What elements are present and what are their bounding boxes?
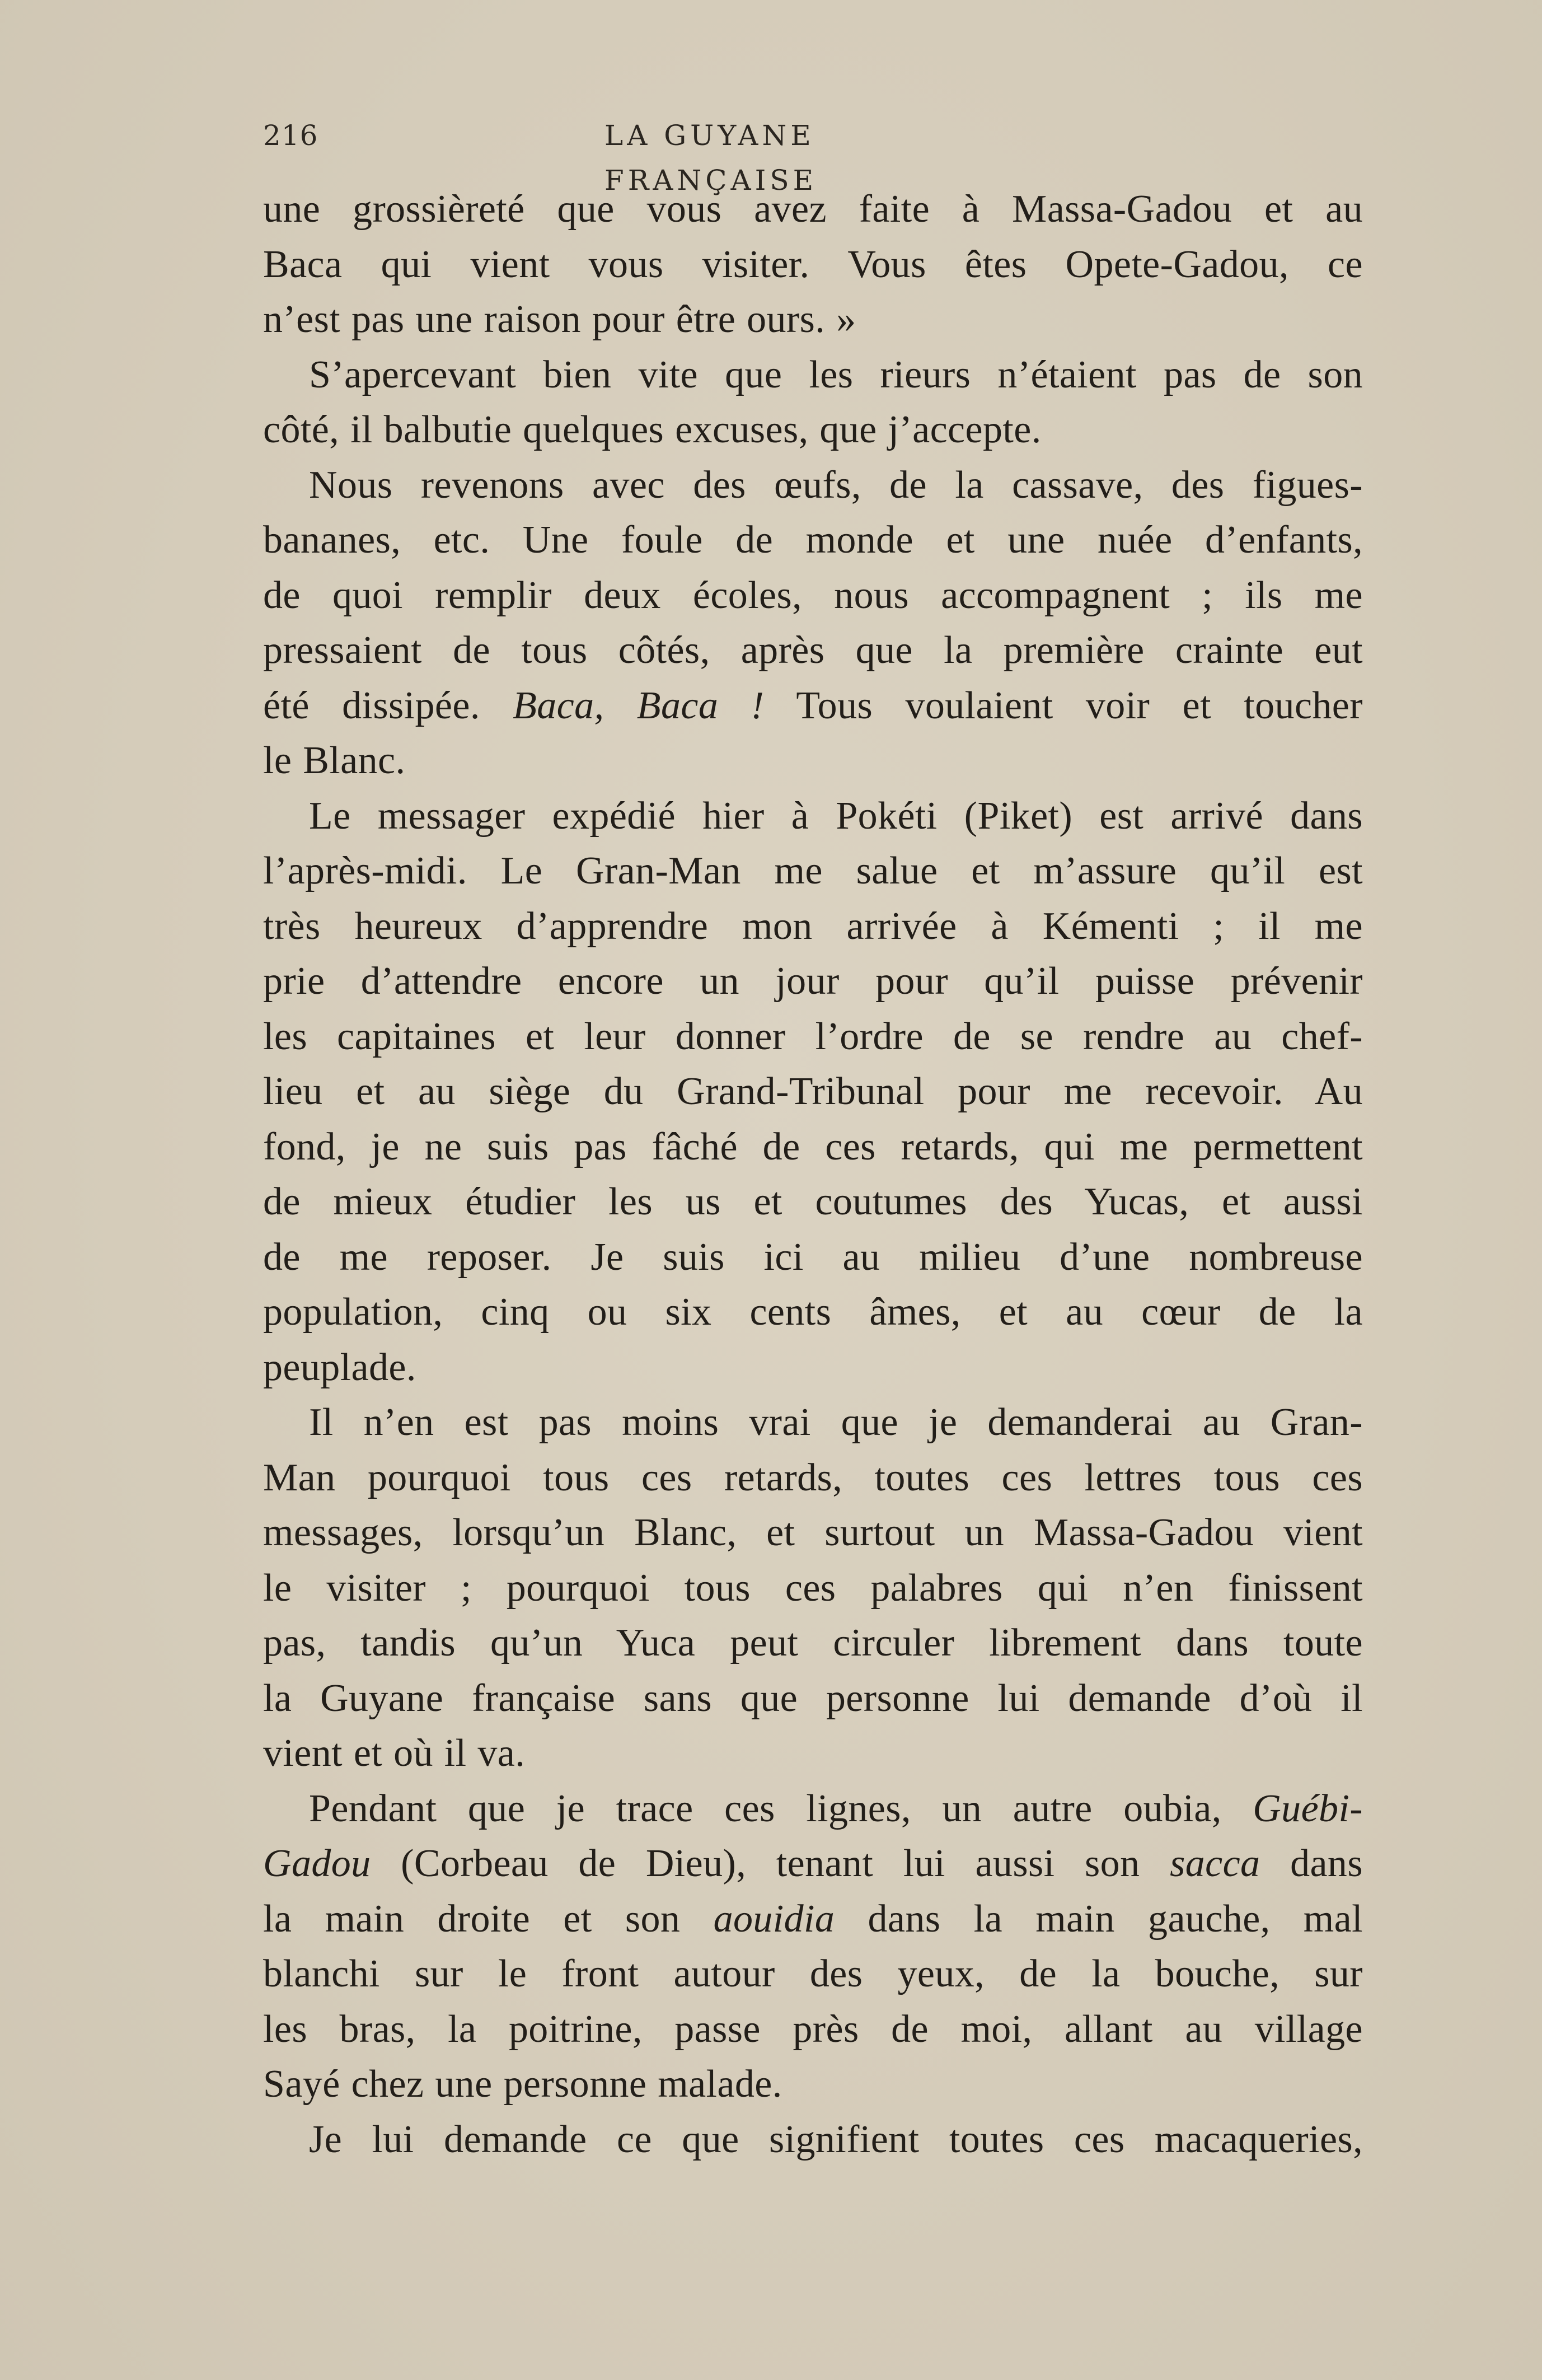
line-segment: (Corbeau de Dieu), tenant lui aussi son [401, 1842, 1140, 1885]
running-title: LA GUYANE FRANÇAISE [604, 119, 818, 197]
text-line: prie d’attendre encore un jour pour qu’il puisse prévenir [263, 960, 1363, 1003]
text-line: blanchi sur le front autour des yeux, de la bouche, sur [263, 1952, 1363, 1995]
text-line [263, 679, 1363, 734]
text-line: Le messager expédié hier à Pokéti (Piket) est arrivé dans [309, 794, 1363, 838]
body-text [263, 182, 1363, 2167]
italic-phrase: sacca [1170, 1842, 1260, 1885]
text-line: une grossièreté que vous avez faite à Massa-Gadou et au [263, 188, 1363, 231]
text-line: le visiter ; pourquoi tous ces palabres qui n’en finissent [263, 1566, 1363, 1610]
text-line: Man pourquoi tous ces retards, toutes ces lettres tous ces [263, 1456, 1363, 1499]
text-line: de me reposer. Je suis ici au milieu d’une nombreuse [263, 1235, 1363, 1279]
line-segment: dans [1290, 1842, 1363, 1885]
text-line: n’est pas une raison pour être ours. » [263, 298, 856, 341]
italic-phrase: Gadou [263, 1842, 371, 1885]
text-line: fond, je ne suis pas fâché de ces retards, qui me permettent [263, 1125, 1363, 1168]
text-line: S’apercevant bien vite que les rieurs n’étaient pas de son [309, 353, 1363, 396]
text-line: de mieux étudier les us et coutumes des Yucas, et aussi [263, 1180, 1363, 1223]
text-line: Je lui demande ce que signifient toutes ces macaqueries, [309, 2117, 1363, 2161]
text-line [263, 1892, 1363, 1947]
page-number: 216 [263, 119, 318, 152]
text-line [263, 1782, 1363, 1837]
text-line: la Guyane française sans que personne lui demande d’où il [263, 1676, 1363, 1720]
text-line: Sayé chez une personne malade. [263, 2063, 782, 2106]
text-line: pressaient de tous côtés, après que la première crainte eut [263, 629, 1363, 672]
text-line: messages, lorsqu’un Blanc, et surtout un Massa-Gadou vient [263, 1511, 1363, 1554]
text-line: le Blanc. [263, 739, 406, 782]
line-segment: la main droite et son [263, 1897, 681, 1941]
line-segment: été dissipée. [263, 684, 480, 727]
line-segment: Pendant que je trace ces lignes, un autre oubia, [309, 1787, 1222, 1830]
text-line: l’après-midi. Le Gran-Man me salue et m’assure qu’il est [263, 849, 1363, 892]
page-header [263, 113, 1035, 197]
text-line [263, 1836, 1363, 1892]
text-line: pas, tandis qu’un Yuca peut circuler librement dans toute [263, 1621, 1363, 1664]
text-line: peuplade. [263, 1345, 416, 1389]
text-line: Baca qui vient vous visiter. Vous êtes Opete-Gadou, ce [263, 242, 1363, 286]
text-line: lieu et au siège du Grand-Tribunal pour me recevoir. Au [263, 1070, 1363, 1113]
text-line: côté, il balbutie quelques excuses, que j’accepte. [263, 408, 1042, 451]
text-line: les bras, la poitrine, passe près de moi, allant au village [263, 2007, 1363, 2051]
text-line: de quoi remplir deux écoles, nous accompagnent ; ils me [263, 573, 1363, 617]
text-line: Il n’en est pas moins vrai que je demanderai au Gran- [309, 1401, 1363, 1444]
line-segment: Tous voulaient voir et toucher [796, 684, 1363, 727]
text-line: vient et où il va. [263, 1732, 526, 1775]
text-line: les capitaines et leur donner l’ordre de se rendre au chef- [263, 1014, 1363, 1058]
line-segment: dans la main gauche, mal [868, 1897, 1363, 1941]
text-line: très heureux d’apprendre mon arrivée à Kémenti ; il me [263, 904, 1363, 948]
italic-phrase: Baca, Baca ! [513, 684, 765, 727]
text-line: Nous revenons avec des œufs, de la cassave, des figues- [309, 463, 1363, 507]
italic-phrase: aouidia [713, 1897, 835, 1941]
italic-phrase: Guébi- [1253, 1787, 1363, 1830]
text-line: bananes, etc. Une foule de monde et une nuée d’enfants, [263, 518, 1363, 562]
text-line: population, cinq ou six cents âmes, et au cœur de la [263, 1290, 1363, 1334]
